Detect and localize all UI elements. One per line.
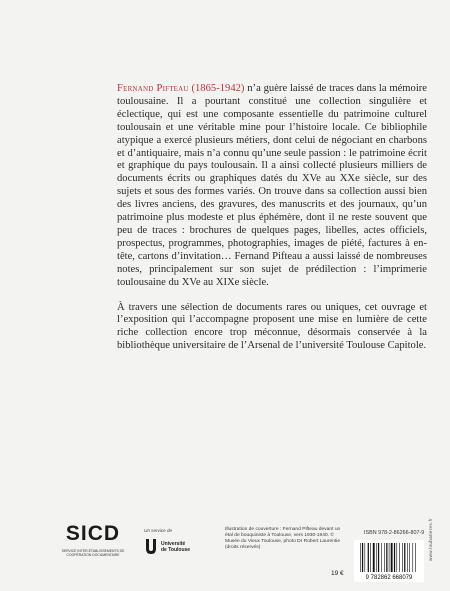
university-name [161,541,190,553]
author-name: Fernand Pifteau [117,83,189,94]
barcode-bar [373,543,375,572]
barcode-bar [409,543,410,572]
barcode-bar [404,543,405,572]
barcode-bar [384,543,385,572]
blurb-text [117,83,427,353]
barcode-bar [391,543,393,572]
barcode-bar [394,543,395,572]
blurb-paragraph-2: À travers une sélection de documents rares ou uniques, cet ouvrage et l’exposition qui l’accompagne proposent une mise en lumière de cette riche collection encore trop méconnue, désormais conservée à la bibliothèque universitaire de l’Arsenal de l’université Toulouse Capitole. [117,301,427,352]
barcode-bar [399,543,400,572]
barcode-bar [370,543,371,572]
isbn-text: ISBN 978-2-86266-807-9 [364,530,425,536]
barcode-bar [412,543,413,572]
barcode-bar [376,543,377,572]
barcode-bar [378,543,379,572]
barcode-bar [381,543,382,572]
sicd-logo-block [54,523,132,558]
university-u-logo-icon [144,538,158,556]
barcode-bar [402,543,403,572]
publisher-vertical-text: www.loubatieres.fr [428,518,433,561]
ean13-barcode-icon [354,540,424,582]
price-label: 19 € [331,570,344,577]
paragraph-1-text: n’a guère laissé de traces dans la mémoire toulousaine. Il a pourtant constitué une collection singulière et éclectique, qui est une composante essentielle du patrimoine culturel toulousain et une véritable mine pour l’histoire locale. Ce bibliophile atypique a exercé plusieurs métiers, dont celui de négociant en charbons et d’antiquaire, mais n’a connu qu’une seule passion : le patrimoine écrit et graphique du pays toulousain. Il a ainsi collecté plusieurs milliers de documents écrits ou graphiques datés du XVe au XXe siècle, sur des sujets et sous des formes variés. On trouve dans sa collection aussi bien des livres anciens, des gravures, des manuscrits et des journaux, qu’un patrimoine plus modeste et plus éphémère, dont il ne reste souvent que peu de traces : brochures de quelques pages, libelles, actes officiels, prospectus, programmes, photographies, images de piété, factures à en-tête, cartons d’invitation… Fernand Pifteau a aussi laissé de nombreuses notes, principalement sur son sujet de prédilection : l’imprimerie toulousaine du XVe au XIXe siècle. [117,83,428,288]
cover-credits: Illustration de couverture : Fernand Pifteau devant un étal de bouquiniste à Toulouse, vers 1930-1940. © Musée du Vieux Toulouse, photo Dr Robert Laurentie (droits réservés) [225,527,341,551]
barcode-bar [360,543,361,572]
barcode-bar [365,543,366,572]
barcode-bar [386,543,387,572]
barcode-bar [396,543,397,572]
barcode-bar [389,543,390,572]
barcode-area [354,540,424,582]
author-dates: (1865-1942) [191,83,245,94]
university-name-line-2: de Toulouse [161,547,191,553]
barcode-bar [415,543,416,572]
university-name-line-1: Université [161,541,186,547]
barcode-bar [407,543,408,572]
barcode-bar [362,543,363,572]
barcode-number: 9 782862 668079 [365,575,413,581]
barcode-bar [368,543,369,572]
blurb-paragraph-1 [117,83,427,290]
sicd-logo: SICD [65,522,121,545]
sicd-caption: SERVICE INTER-ÉTABLISSEMENTS DE COOPÉRATION DOCUMENTAIRE [61,549,125,558]
university-service-label: Un service de [144,528,173,533]
